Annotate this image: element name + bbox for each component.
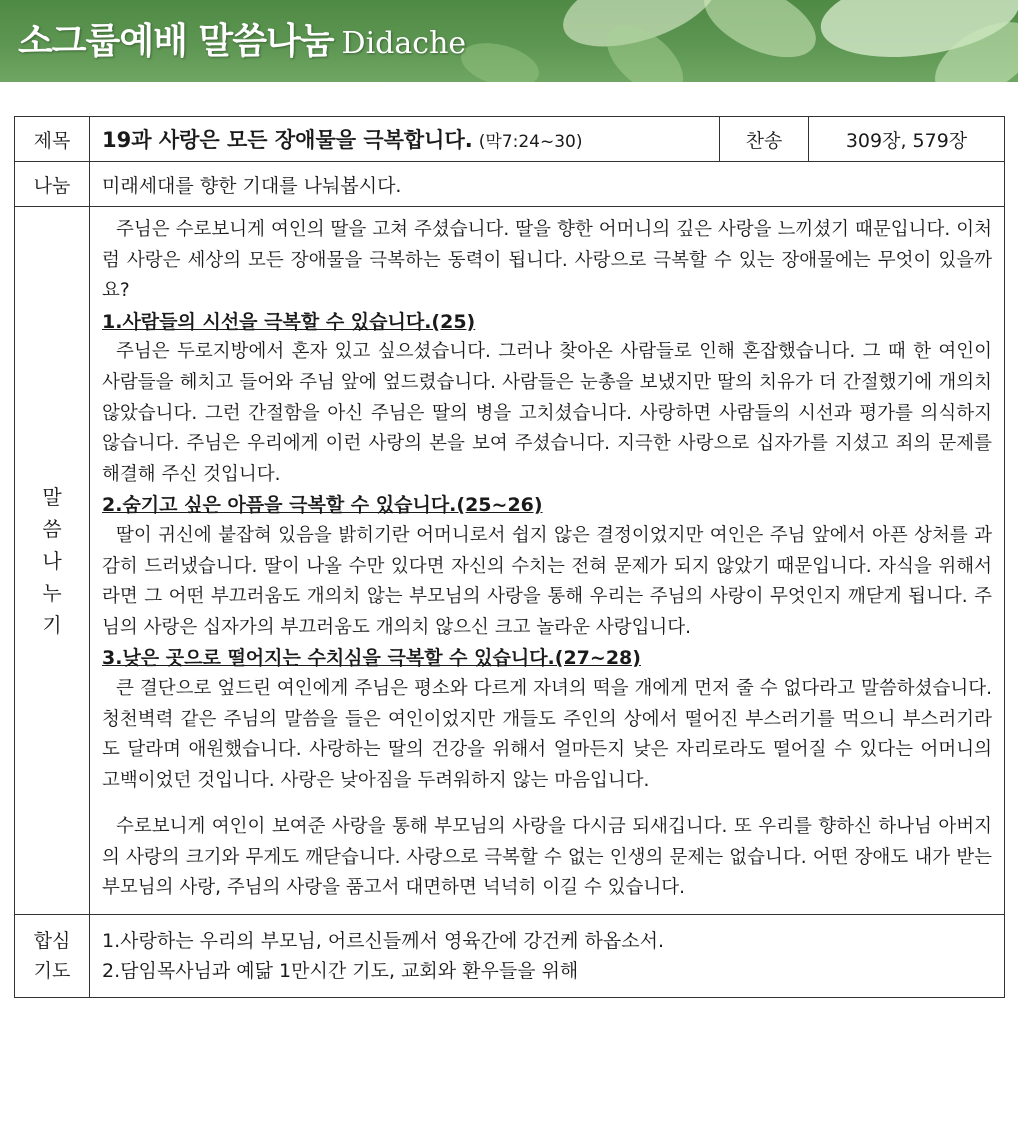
prayer-items — [90, 915, 1005, 998]
title-row — [15, 117, 1005, 162]
lesson-title: 19과 사랑은 모든 장애물을 극복합니다. — [102, 128, 473, 152]
message-row — [15, 207, 1005, 915]
label-char: 기 — [42, 612, 62, 637]
label-char: 나 — [42, 548, 62, 573]
prayer-label-line: 합심 — [33, 930, 71, 953]
intro-paragraph: 주님은 수로보니게 여인의 딸을 고쳐 주셨습니다. 딸을 향한 어머니의 깊은 사랑을 느끼셨기 때문입니다. 이처럼 사랑은 세상의 모든 장애물을 극복하는 동력이 됩니다. 사랑으로 극복할 수 있는 장애물에는 무엇이 있을까요? — [102, 219, 992, 302]
point-heading: 3.낮은 곳으로 떨어지는 수치심을 극복할 수 있습니다.(27~28) — [102, 647, 641, 670]
point-heading: 1.사람들의 시선을 극복할 수 있습니다.(25) — [102, 310, 476, 333]
point-heading: 2.숨기고 싶은 아픔을 극복할 수 있습니다.(25~26) — [102, 494, 543, 517]
point-paragraph: 딸이 귀신에 붙잡혀 있음을 밝히기란 어머니로서 쉽지 않은 결정이었지만 여인은 주님 앞에서 아픈 상처를 과감히 드러냈습니다. 딸이 나올 수만 있다면 자신의 수치는 전혀 문제가 되지 않았기 때문입니다. 자식을 위해서라면 그 어떤 부끄러움도 개의치 않는 부모님의 사랑을 통해 우리는 주님의 사랑이 무엇인지 깨닫게 됩니다. 주님의 사랑은 십자가의 부끄러움도 개의치 않으신 크고 놀라운 사랑입니다. — [102, 524, 992, 638]
header-banner — [0, 0, 1018, 82]
page-title-text: 소그룹예배 말씀나눔 — [18, 21, 334, 62]
point-paragraph: 주님은 두로지방에서 혼자 있고 싶으셨습니다. 그러나 찾아온 사람들로 인해 혼잡했습니다. 그 때 한 여인이 사람들을 헤치고 들어와 주님 앞에 엎드렸습니다. 사람들은 눈총을 보냈지만 딸의 치유가 더 간절했기에 개의치 않았습니다. 그런 간절함을 아신 주님은 딸의 병을 고치셨습니다. 사랑하면 사람들의 시선과 평가를 의식하지 않습니다. 주님은 우리에게 이런 사랑의 본을 보여 주셨습니다. 지극한 사랑으로 십자가를 지셨고 죄의 문제를 해결해 주신 것입니다. — [102, 341, 992, 485]
message-body — [90, 207, 1005, 915]
message-label — [15, 207, 90, 915]
lesson-title-cell — [90, 117, 720, 162]
label-char: 누 — [42, 580, 62, 605]
share-label: 나눔 — [15, 162, 90, 207]
hymn-label: 찬송 — [720, 117, 809, 162]
conclusion-paragraph: 수로보니게 여인이 보여준 사랑을 통해 부모님의 사랑을 다시금 되새깁니다. 또 우리를 향하신 하나님 아버지의 사랑의 크기와 무게도 깨닫습니다. 사랑으로 극복할 수 없는 인생의 문제는 없습니다. 어떤 장애도 내가 받는 부모님의 사랑, 주님의 사랑을 품고서 대면하면 넉넉히 이길 수 있습니다. — [102, 816, 992, 899]
prayer-label-line: 기도 — [33, 960, 71, 983]
leaf-decoration — [693, 0, 827, 73]
leaf-decoration — [456, 35, 544, 82]
prayer-label — [15, 915, 90, 998]
hymn-value: 309장, 579장 — [809, 117, 1005, 162]
page-subtitle: Didache — [341, 26, 467, 61]
scripture-reference: (막7:24~30) — [478, 132, 583, 152]
prayer-item: 2.담임목사님과 예닮 1만시간 기도, 교회와 환우들을 위해 — [102, 960, 579, 983]
prayer-item: 1.사랑하는 우리의 부모님, 어르신들께서 영육간에 강건케 하옵소서. — [102, 930, 665, 953]
label-char: 말 — [42, 484, 62, 509]
message-label-vertical — [42, 481, 61, 641]
share-text: 미래세대를 향한 기대를 나눠봅시다. — [90, 162, 1005, 207]
share-row — [15, 162, 1005, 207]
prayer-row — [15, 915, 1005, 998]
worksheet-table — [14, 116, 1005, 998]
page-title — [18, 20, 466, 66]
label-char: 씀 — [42, 516, 62, 541]
point-paragraph: 큰 결단으로 엎드린 여인에게 주님은 평소와 다르게 자녀의 떡을 개에게 먼저 줄 수 없다라고 말씀하셨습니다. 청천벽력 같은 주님의 말씀을 들은 여인이었지만 개들도 주인의 상에서 떨어진 부스러기를 먹으니 부스러기라도 달라며 애원했습니다. 사랑하는 딸의 건강을 위해서 얼마든지 낮은 자리로라도 떨어질 수 있다는 어머니의 고백이었던 것입니다. 사랑은 낮아짐을 두려워하지 않는 마음입니다. — [102, 677, 992, 791]
paragraph-spacer — [102, 796, 992, 812]
title-label: 제목 — [15, 117, 90, 162]
